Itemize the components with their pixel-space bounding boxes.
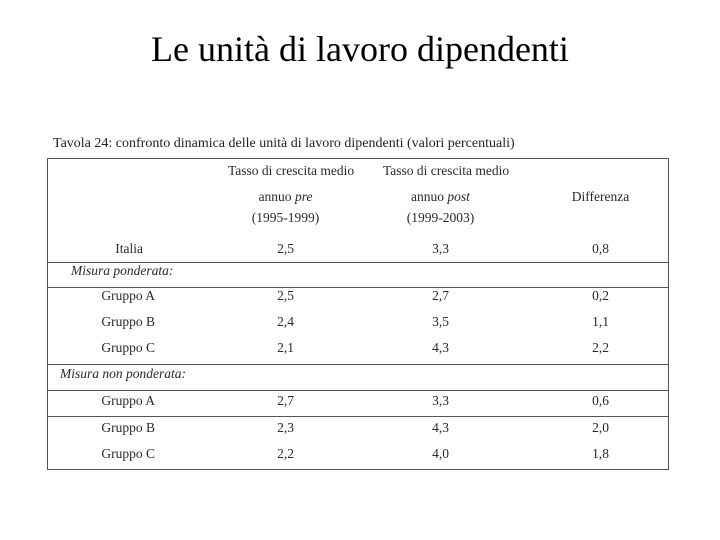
row-value: 4,0 (432, 446, 449, 461)
row-value: 3,3 (432, 241, 449, 256)
row-value: 1,8 (592, 446, 609, 461)
row-label: Gruppo B (101, 314, 155, 329)
row-value: 0,2 (592, 288, 609, 303)
row-label: Gruppo A (101, 288, 155, 303)
row-value: 3,3 (432, 393, 449, 408)
row-value: 2,2 (592, 340, 609, 355)
row-value: 2,0 (592, 420, 609, 435)
row-value: 0,8 (592, 241, 609, 256)
row-value: 2,7 (432, 288, 449, 303)
row-value: 2,7 (277, 393, 294, 408)
header-col2-line2: annuo post (411, 189, 470, 204)
header-col1-line1: Tasso di crescita medio (228, 163, 355, 178)
divider (48, 416, 668, 417)
row-value: 0,6 (592, 393, 609, 408)
row-value: 2,1 (277, 340, 294, 355)
header-col1-line2: annuo pre (258, 189, 313, 204)
divider (48, 364, 668, 365)
row-label: Gruppo C (101, 446, 155, 461)
row-value: 1,1 (592, 314, 609, 329)
row-label: Gruppo A (101, 393, 155, 408)
row-value: 4,3 (432, 420, 449, 435)
header-col1-line3: (1995-1999) (251, 210, 320, 225)
header-col3: Differenza (571, 189, 630, 204)
section-title-ponderata: Misura ponderata: (71, 263, 174, 278)
header-col2-line1: Tasso di crescita medio (383, 163, 510, 178)
slide-title: Le unità di lavoro dipendenti (151, 29, 569, 69)
row-label: Italia (115, 241, 143, 256)
row-value: 2,4 (277, 314, 294, 329)
table-caption: Tavola 24: confronto dinamica delle unità di lavoro dipendenti (valori percentuali) (53, 136, 515, 151)
row-value: 2,5 (277, 288, 294, 303)
row-value: 4,3 (432, 340, 449, 355)
row-value: 2,5 (277, 241, 294, 256)
header-col2-line3: (1999-2003) (406, 210, 475, 225)
row-label: Gruppo B (101, 420, 155, 435)
divider (48, 390, 668, 391)
row-value: 3,5 (432, 314, 449, 329)
row-label: Gruppo C (101, 340, 155, 355)
row-value: 2,2 (277, 446, 294, 461)
row-value: 2,3 (277, 420, 294, 435)
data-table (47, 158, 669, 470)
section-title-non-ponderata: Misura non ponderata: (60, 366, 186, 381)
